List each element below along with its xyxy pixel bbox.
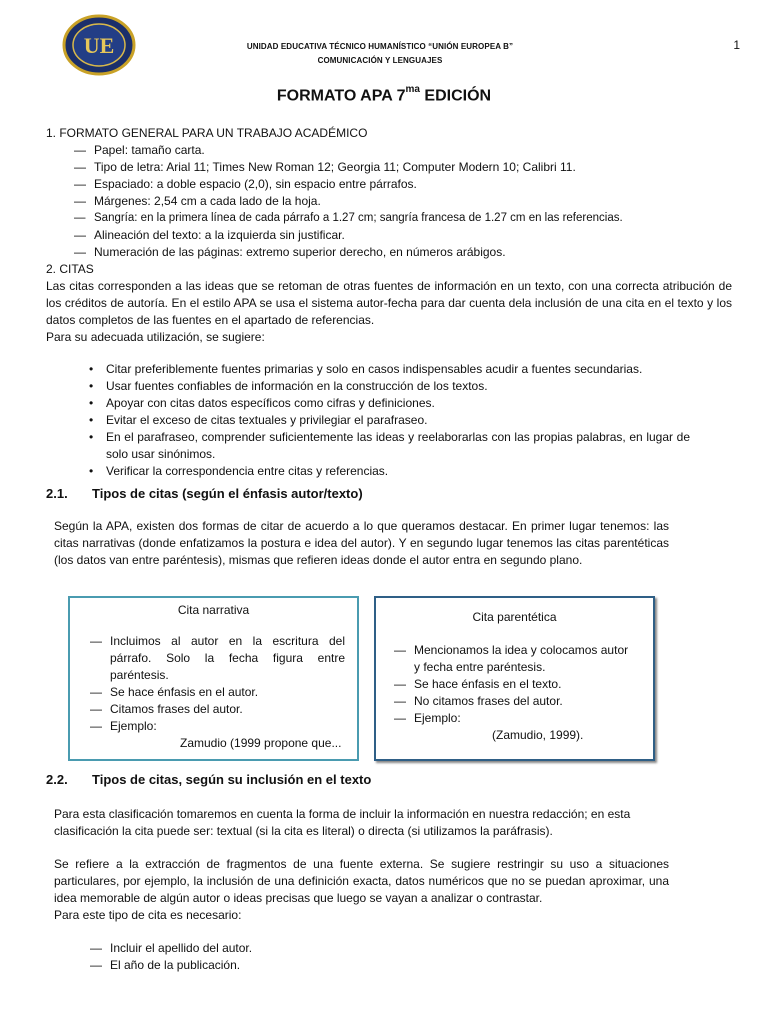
list-item: — Papel: tamaño carta. [74, 142, 734, 159]
section-2-2-list [90, 940, 590, 974]
section-2-1-paragraph: Según la APA, existen dos formas de citar de acuerdo a lo que queramos destacar. En primer lugar tenemos: las citas narrativas (donde enfatizamos la postura e idea del autor). Y en segundo lugar tenemos las citas parentéticas (los datos van entre paréntesis), mismas que refieren ideas donde el autor entra en segundo plano. [54, 519, 669, 567]
section-2-2-number: 2.2. [46, 772, 68, 787]
section-2-2-paragraph-2: Se refiere a la extracción de fragmentos de una fuente externa. Se sugiere restringir su uso a situaciones particulares, por ejemplo, la inclusión de una definición exacta, datos numéricos que no se puedan aproximar, una idea memorable de algún autor o ideas precisas que luego se vayan a analizar o contrastar. [54, 857, 669, 905]
list-item: — Incluir el apellido del autor. [90, 940, 590, 957]
section-2-2-lead: Para este tipo de cita es necesario: [54, 908, 242, 922]
list-item: — Se hace énfasis en el autor. [90, 684, 345, 701]
page-number: 1 [733, 38, 740, 52]
section-2-paragraph: Las citas corresponden a las ideas que se retoman de otras fuentes de información en un texto, con una correcta atribución de los créditos de autoría. En el estilo APA se usa el sistema autor-fecha para dar cuenta dela inclusión de una cita en el texto y los datos completos de las fuentes en el apartado de referencias. [46, 279, 732, 327]
narrative-box-list [90, 633, 345, 735]
list-item: — Ejemplo: [394, 710, 633, 727]
section-2-heading: 2. CITAS [46, 262, 94, 276]
list-item: • Apoyar con citas datos específicos como cifras y definiciones. [84, 395, 690, 412]
list-item: — Sangría: en la primera línea de cada párrafo a 1.27 cm; sangría francesa de 1.27 cm en las referencias. [74, 210, 734, 227]
narrative-citation-box [68, 596, 359, 761]
parenthetical-box-title: Cita parentética [472, 610, 557, 624]
section-2-2-paragraph-1: Para esta clasificación tomaremos en cuenta la forma de incluir la información en nuestra redacción; en esta clasificación la cita puede ser: textual (si la cita es literal) o directa (si utilizamos la paráfrasis). [54, 807, 631, 838]
logo-lettering: UE [83, 33, 115, 58]
list-item: — Espaciado: a doble espacio (2,0), sin espacio entre párrafos. [74, 176, 734, 193]
list-item: — Incluimos al autor en la escritura del párrafo. Solo la fecha figura entre paréntesis. [90, 633, 345, 684]
list-item: — Se hace énfasis en el texto. [394, 676, 633, 693]
parenthetical-box-list [394, 642, 633, 727]
list-item: — Mencionamos la idea y colocamos autor y fecha entre paréntesis. [394, 642, 633, 676]
section-2-1-heading: Tipos de citas (según el énfasis autor/texto) [92, 486, 363, 501]
list-item: • Citar preferiblemente fuentes primarias y solo en casos indispensables acudir a fuentes secundarias. [84, 361, 690, 378]
list-item: — No citamos frases del autor. [394, 693, 633, 710]
narrative-box-title: Cita narrativa [177, 603, 250, 617]
list-item: • Usar fuentes confiables de información en la construcción de los textos. [84, 378, 690, 395]
parenthetical-example: (Zamudio, 1999). [492, 728, 584, 742]
subject-name: COMUNICACIÓN Y LENGUAJES [317, 56, 443, 65]
list-item: • Verificar la correspondencia entre citas y referencias. [84, 463, 690, 480]
section-1-heading: 1. FORMATO GENERAL PARA UN TRABAJO ACADÉMICO [46, 126, 368, 140]
narrative-example: Zamudio (1999 propone que... [180, 736, 342, 750]
school-logo [62, 14, 136, 76]
section-2-lead: Para su adecuada utilización, se sugiere: [46, 330, 265, 344]
parenthetical-citation-box [374, 596, 655, 761]
section-2-1-number: 2.1. [46, 486, 68, 501]
section-2-2-heading: Tipos de citas, según su inclusión en el texto [92, 772, 372, 787]
school-name: UNIDAD EDUCATIVA TÉCNICO HUMANÍSTICO “UNIÓN EUROPEA B” [246, 42, 514, 51]
list-item: — Márgenes: 2,54 cm a cada lado de la hoja. [74, 193, 734, 210]
section-1-list [74, 142, 734, 261]
section-2-bullets [84, 361, 690, 480]
list-item: — Numeración de las páginas: extremo superior derecho, en números arábigos. [74, 244, 734, 261]
list-item: — Alineación del texto: a la izquierda sin justificar. [74, 227, 734, 244]
list-item: — Citamos frases del autor. [90, 701, 345, 718]
list-item: — El año de la publicación. [90, 957, 590, 974]
list-item: • En el parafraseo, comprender suficientemente las ideas y reelaborarlas con las propias palabras, en lugar de solo usar sinónimos. [84, 429, 690, 463]
list-item: — Tipo de letra: Arial 11; Times New Roman 12; Georgia 11; Computer Modern 10; Calibri 11. [74, 159, 734, 176]
list-item: — Ejemplo: [90, 718, 345, 735]
list-item: • Evitar el exceso de citas textuales y privilegiar el parafraseo. [84, 412, 690, 429]
page-title: FORMATO APA $7^{ma}$ EDICIÓN [276, 84, 492, 105]
